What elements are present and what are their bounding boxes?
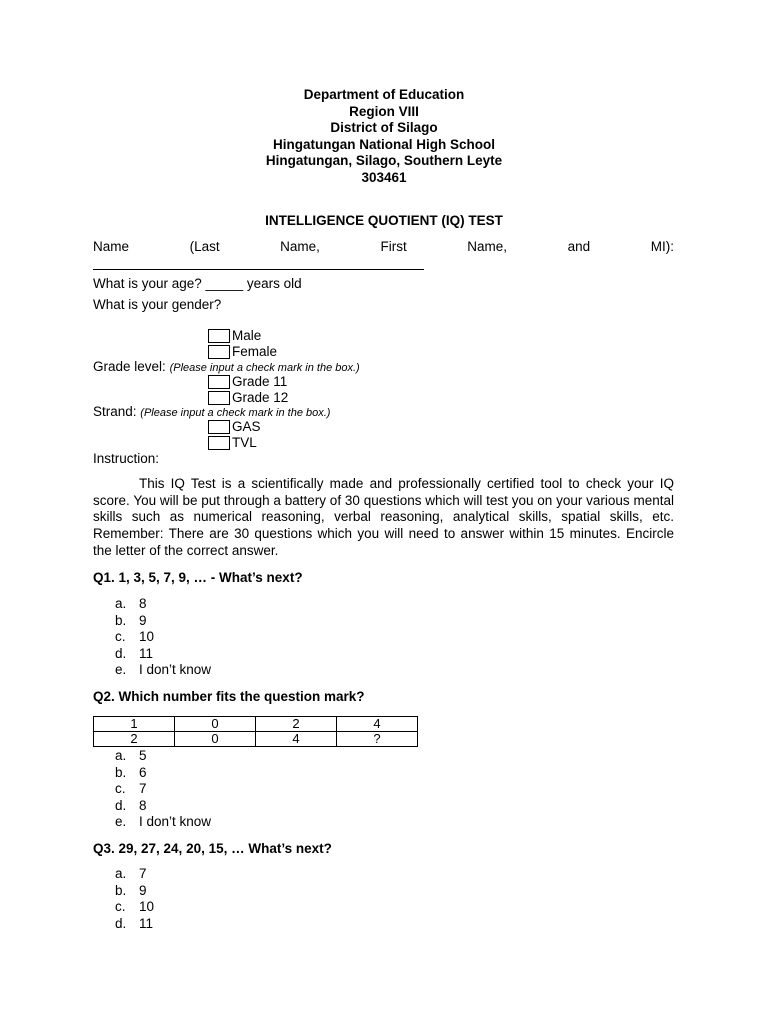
checkbox[interactable]: [208, 345, 230, 359]
question-3-options: [115, 866, 154, 932]
answer-option[interactable]: d. 11: [115, 645, 154, 661]
gender-question: What is your gender?: [93, 297, 222, 312]
answer-option[interactable]: c. 10: [115, 629, 155, 645]
header-school: Hingatungan National High School: [273, 136, 495, 152]
table-cell: 4: [256, 732, 337, 747]
checkbox[interactable]: [208, 375, 230, 389]
answer-option[interactable]: e. I don’t know: [115, 814, 212, 830]
answer-option[interactable]: a. 5: [115, 748, 147, 763]
question-3: Q3. 29, 27, 24, 20, 15, … What’s next?: [93, 841, 332, 856]
answer-option[interactable]: b. 6: [115, 764, 147, 780]
header-district: District of Silago: [330, 120, 438, 136]
answer-option[interactable]: a. 7: [115, 866, 147, 881]
checkbox[interactable]: [208, 391, 230, 405]
name-field-label: Name (Last Name, First Name, and MI):: [93, 239, 674, 254]
answer-option[interactable]: b. 9: [115, 882, 147, 898]
header-address: Hingatungan, Silago, Southern Leyte: [265, 153, 503, 169]
strand-option-tvl[interactable]: TVL: [208, 435, 257, 450]
table-cell: 2: [256, 717, 337, 732]
table-row: [94, 717, 418, 732]
instruction-paragraph: This IQ Test is a scientifically made and professionally certified tool to check your IQ score. You will be put through a battery of 30 questions which will test you on your various mental skills such as numerical reasoning, verbal reasoning, analytical skills, spatial skills, etc. Remember: There are 30 questions which you will need to answer within 15 minutes. Encircle the letter of the correct answer.: [93, 476, 674, 558]
answer-option[interactable]: e. I don’t know: [115, 662, 212, 678]
strand-note: (Please input a check mark in the box.): [140, 407, 331, 419]
answer-option[interactable]: b. 9: [115, 612, 147, 628]
answer-option[interactable]: a. 8: [115, 596, 147, 611]
answer-option[interactable]: d. 11: [115, 915, 154, 931]
answer-option[interactable]: c. 7: [115, 781, 147, 797]
table-cell: 0: [175, 732, 256, 747]
table-row: [94, 732, 418, 747]
gender-option-male[interactable]: Male: [208, 328, 261, 343]
answer-option[interactable]: c. 10: [115, 899, 155, 915]
header-region: Region VIII: [349, 103, 419, 119]
strand-option-gas[interactable]: GAS: [208, 419, 261, 434]
test-title: INTELLIGENCE QUOTIENT (IQ) TEST: [265, 213, 503, 228]
number-grid-table: [93, 716, 418, 747]
question-2-options: [115, 748, 211, 831]
instruction-label: Instruction:: [93, 451, 160, 466]
table-cell: ?: [337, 732, 418, 747]
question-2: Q2. Which number fits the question mark?: [93, 689, 365, 704]
grade-option-12[interactable]: Grade 12: [208, 390, 288, 405]
header-school-id: 303461: [361, 169, 407, 185]
checkbox[interactable]: [208, 420, 230, 434]
table-cell: 0: [175, 717, 256, 732]
checkbox[interactable]: [208, 436, 230, 450]
question-1-options: [115, 596, 211, 679]
table-cell: 2: [94, 732, 175, 747]
gender-option-female[interactable]: Female: [208, 344, 277, 359]
age-question: What is your age? _____ years old: [93, 276, 302, 291]
checkbox[interactable]: [208, 329, 230, 343]
header-department: Department of Education: [303, 87, 465, 102]
grade-level-note: (Please input a check mark in the box.): [169, 362, 360, 374]
question-1: Q1. 1, 3, 5, 7, 9, … - What’s next?: [93, 570, 303, 585]
document-header: [0, 87, 768, 187]
table-cell: 1: [94, 717, 175, 732]
grade-level-label: Grade level: (Please input a check mark in the box.): [93, 359, 360, 374]
strand-label: Strand: (Please input a check mark in the box.): [93, 404, 331, 419]
table-cell: 4: [337, 717, 418, 732]
answer-option[interactable]: d. 8: [115, 797, 147, 813]
name-blank-line[interactable]: [93, 269, 424, 270]
grade-option-11[interactable]: Grade 11: [208, 374, 287, 389]
